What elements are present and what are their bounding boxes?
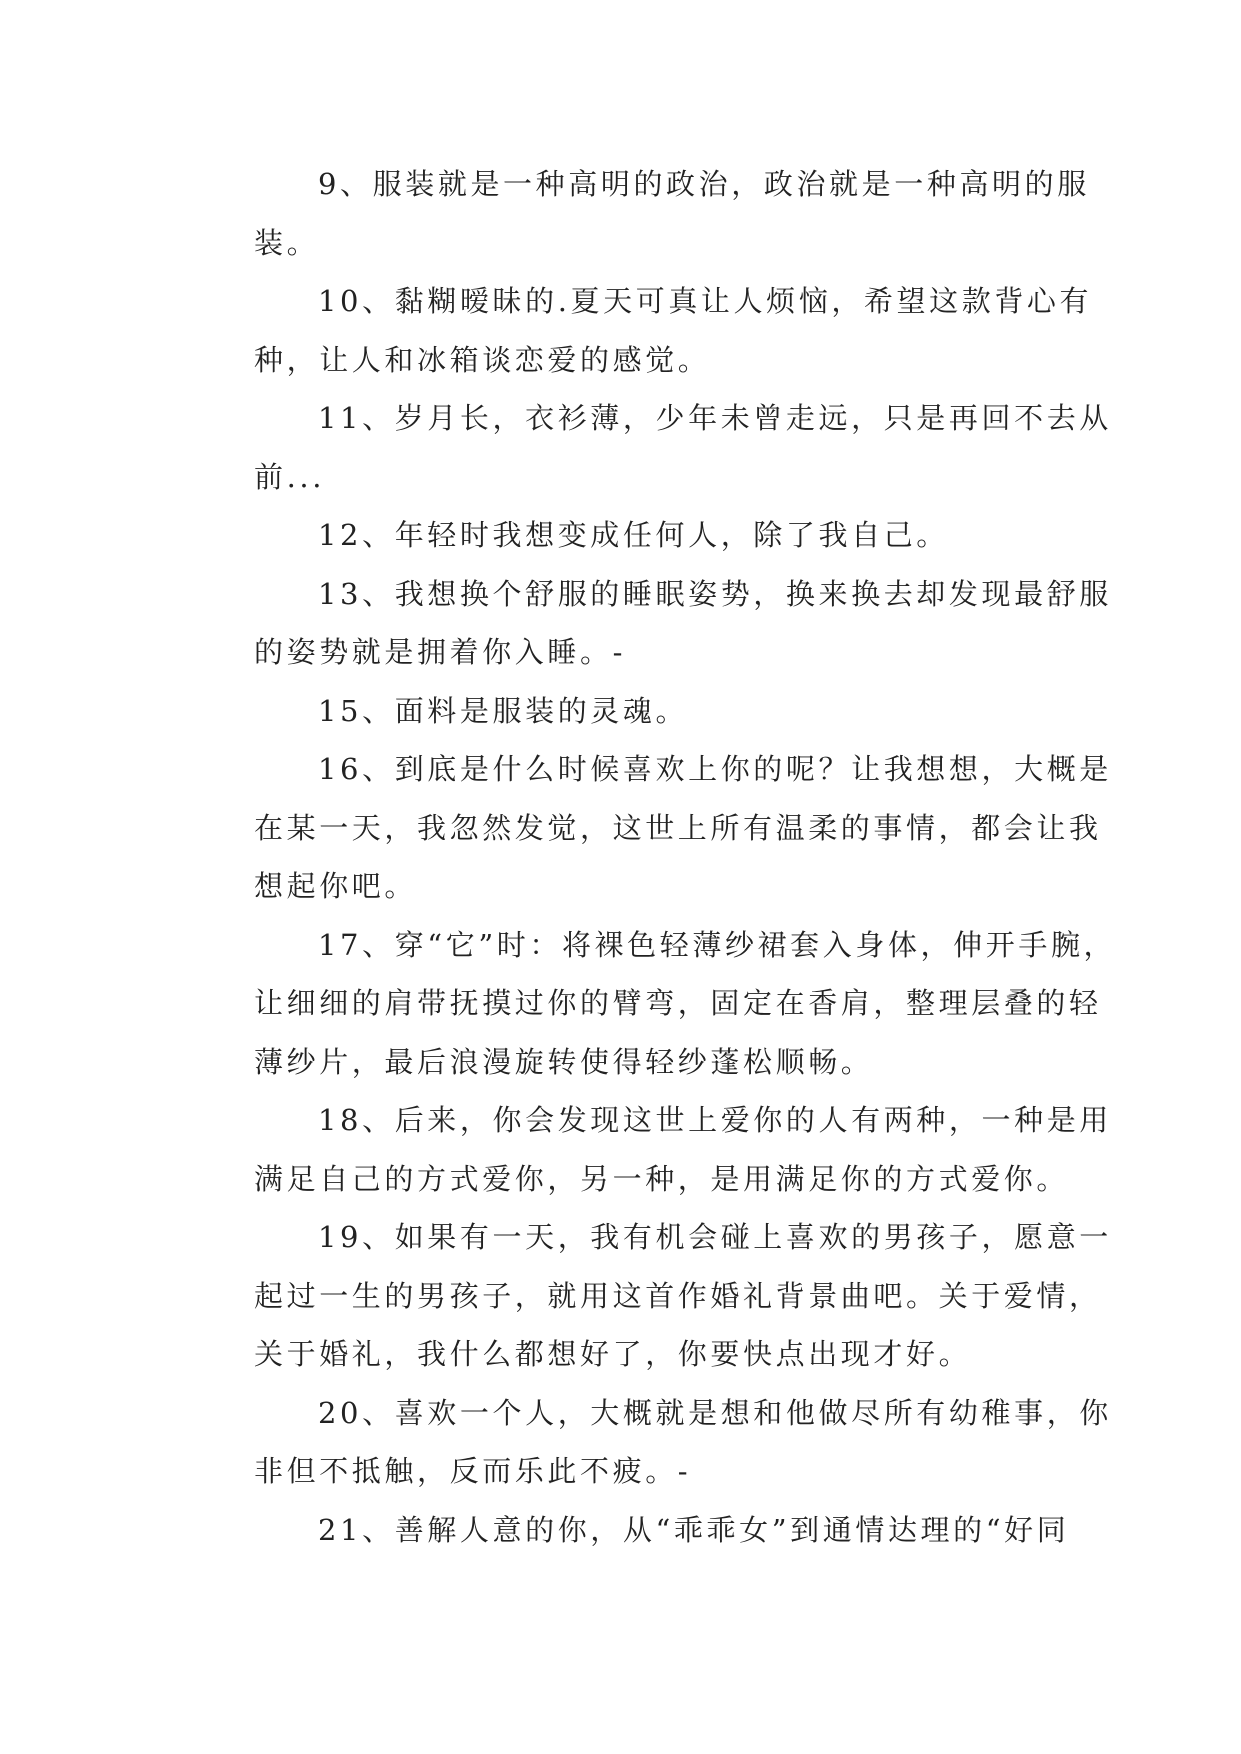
paragraph-line: 13、我想换个舒服的睡眠姿势，换来换去却发现最舒服 xyxy=(318,576,1112,611)
paragraph-line: 关于婚礼，我什么都想好了，你要快点出现才好。 xyxy=(254,1337,972,1371)
paragraph-line: 让细细的肩带抚摸过你的臂弯，固定在香肩，整理层叠的轻 xyxy=(254,986,1102,1020)
paragraph-11 xyxy=(190,389,1112,506)
paragraph-line: 9、服装就是一种高明的政治，政治就是一种高明的服 xyxy=(318,167,1090,201)
paragraph-line: 20、喜欢一个人，大概就是想和他做尽所有幼稚事，你 xyxy=(318,1395,1112,1430)
paragraph-10 xyxy=(190,272,1093,389)
paragraph-12 xyxy=(190,506,1060,565)
paragraph-17 xyxy=(190,916,1117,1092)
paragraph-15 xyxy=(190,682,1060,741)
paragraph-line: 想起你吧。 xyxy=(254,869,418,903)
paragraph-21 xyxy=(190,1501,1070,1560)
paragraph-18 xyxy=(190,1091,1112,1208)
paragraph-line: 12、年轻时我想变成任何人，除了我自己。 xyxy=(318,518,949,552)
paragraph-line: 在某一天，我忽然发觉，这世上所有温柔的事情，都会让我 xyxy=(254,810,1102,845)
paragraph-line: 19、如果有一天，我有机会碰上喜欢的男孩子，愿意一 xyxy=(318,1220,1112,1254)
paragraph-9 xyxy=(190,155,1090,272)
paragraph-13 xyxy=(190,565,1112,682)
paragraph-line: 薄纱片，最后浪漫旋转使得轻纱蓬松顺畅。 xyxy=(254,1044,874,1079)
paragraph-line: 的姿势就是拥着你入睡。- xyxy=(254,635,626,669)
paragraph-19 xyxy=(190,1208,1112,1384)
paragraph-line: 种，让人和冰箱谈恋爱的感觉。 xyxy=(254,342,711,377)
document-body xyxy=(190,155,1117,1559)
paragraph-line: 21、善解人意的你，从“乖乖女”到通情达理的“好同 xyxy=(318,1512,1070,1547)
paragraph-20 xyxy=(190,1384,1112,1501)
paragraph-line: 15、面料是服装的灵魂。 xyxy=(318,693,689,728)
paragraph-line: 18、后来，你会发现这世上爱你的人有两种，一种是用 xyxy=(318,1103,1112,1137)
paragraph-line: 满足自己的方式爱你，另一种，是用满足你的方式爱你。 xyxy=(254,1161,1070,1196)
paragraph-line: 16、到底是什么时候喜欢上你的呢？让我想想，大概是 xyxy=(318,752,1112,786)
paragraph-16 xyxy=(190,740,1112,916)
paragraph-line: 起过一生的男孩子，就用这首作婚礼背景曲吧。关于爱情， xyxy=(254,1278,1102,1313)
paragraph-line: 11、岁月长，衣衫薄，少年未曾走远，只是再回不去从 xyxy=(318,401,1112,435)
paragraph-line: 装。 xyxy=(254,225,320,260)
paragraph-line: 前... xyxy=(254,459,326,494)
paragraph-line: 17、穿“它”时：将裸色轻薄纱裙套入身体，伸开手腕， xyxy=(318,927,1117,962)
paragraph-line: 非但不抵触，反而乐此不疲。- xyxy=(254,1454,692,1488)
paragraph-line: 10、黏糊暧昧的.夏天可真让人烦恼，希望这款背心有 xyxy=(318,284,1093,318)
